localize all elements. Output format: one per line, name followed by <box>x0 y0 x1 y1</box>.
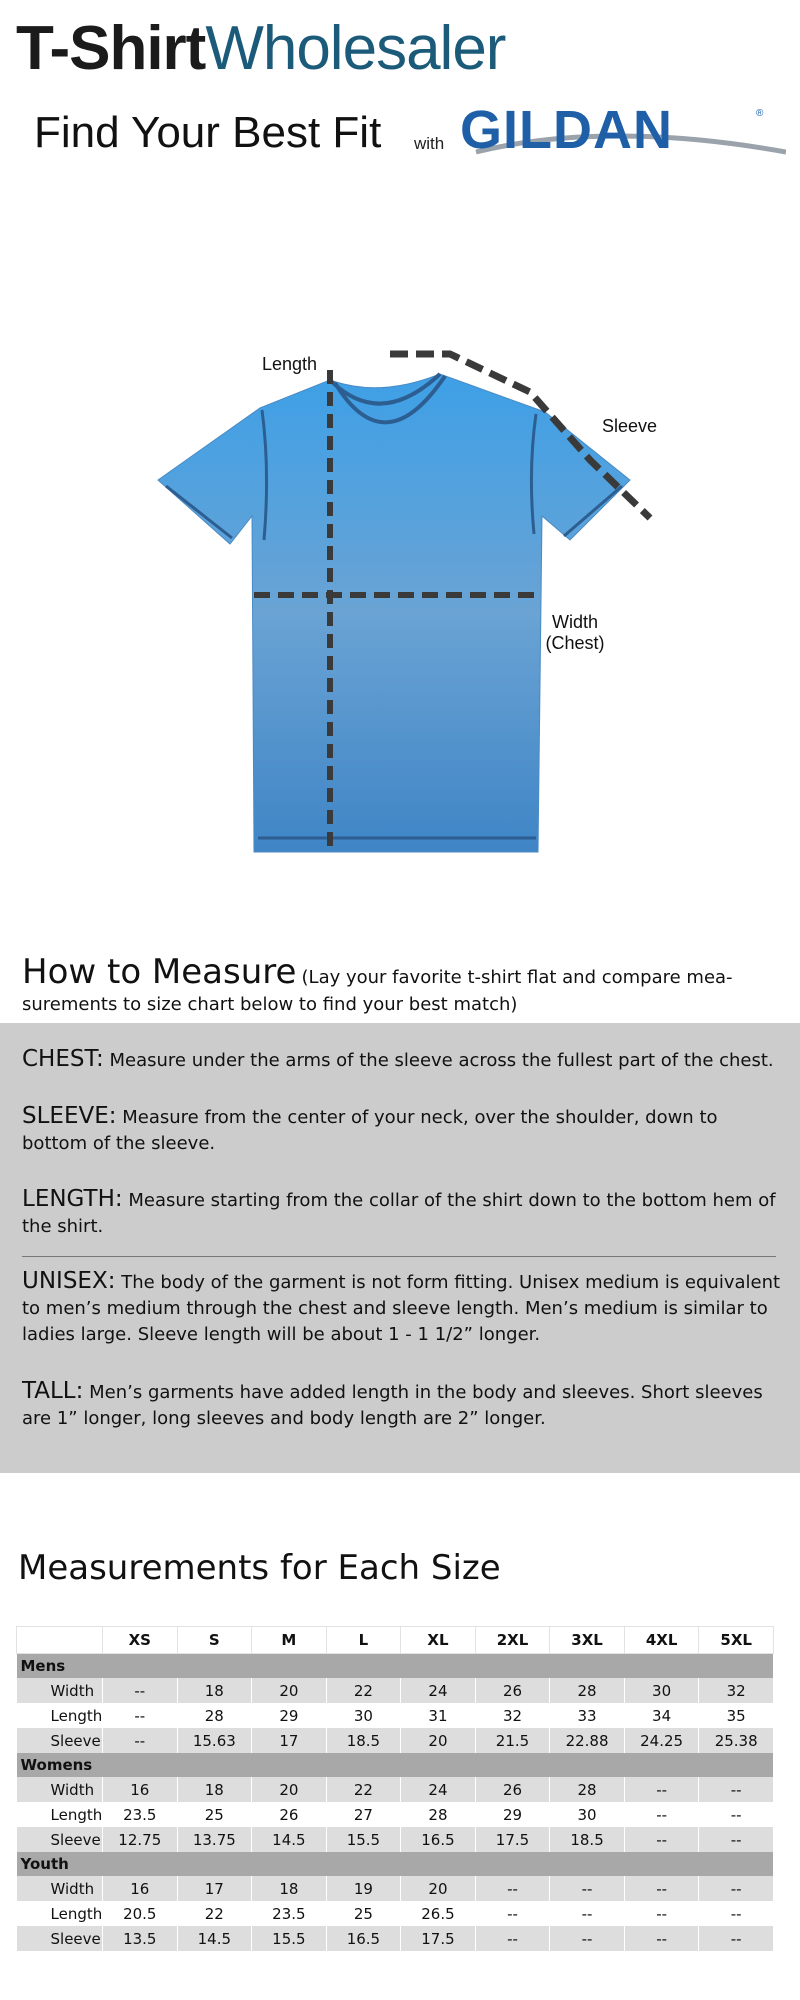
size-value-cell: 25 <box>326 1901 401 1926</box>
size-value-cell: 16 <box>103 1777 178 1802</box>
size-value-cell: 17 <box>177 1876 252 1901</box>
size-value-cell: 30 <box>624 1678 699 1703</box>
table-row <box>17 1728 774 1753</box>
size-header-corner <box>17 1627 103 1654</box>
size-group-label: Womens <box>17 1753 774 1777</box>
definition-term: CHEST: <box>22 1046 104 1072</box>
table-row <box>17 1678 774 1703</box>
size-chart-table <box>16 1626 774 1951</box>
gildan-wordmark: GILDAN <box>460 100 673 160</box>
definitions-divider <box>22 1256 776 1257</box>
size-header: 4XL <box>624 1627 699 1654</box>
size-value-cell: -- <box>475 1926 550 1951</box>
how-to-measure-title: How to Measure <box>22 952 297 992</box>
size-value-cell: -- <box>103 1728 178 1753</box>
size-header: S <box>177 1627 252 1654</box>
size-value-cell: 28 <box>177 1703 252 1728</box>
size-value-cell: 35 <box>699 1703 774 1728</box>
size-header: XS <box>103 1627 178 1654</box>
size-value-cell: 21.5 <box>475 1728 550 1753</box>
how-to-measure-heading <box>22 952 792 1018</box>
size-value-cell: 12.75 <box>103 1827 178 1852</box>
size-value-cell: -- <box>624 1827 699 1852</box>
row-label: Length <box>17 1703 103 1728</box>
width-label-line2: (Chest) <box>545 633 605 653</box>
length-label: Length <box>262 354 318 374</box>
logo-part-tshirt: T-Shirt <box>16 14 206 83</box>
gildan-logo <box>456 100 786 168</box>
size-value-cell: 18 <box>177 1678 252 1703</box>
row-label: Width <box>17 1678 103 1703</box>
gildan-registered-mark: ® <box>756 108 764 119</box>
row-label: Sleeve <box>17 1728 103 1753</box>
size-value-cell: 15.63 <box>177 1728 252 1753</box>
definition-chest <box>22 1046 782 1074</box>
table-row <box>17 1703 774 1728</box>
size-value-cell: 28 <box>550 1777 625 1802</box>
size-value-cell: 20 <box>252 1777 327 1802</box>
size-value-cell: 20 <box>401 1728 476 1753</box>
size-value-cell: 26 <box>475 1678 550 1703</box>
definition-text: Measure under the arms of the sleeve across the fullest part of the chest. <box>109 1050 774 1071</box>
how-to-measure-note: (Lay your favorite t-shirt flat and compare mea-surements to size chart below to find your best match) <box>22 967 733 1015</box>
size-value-cell: 30 <box>550 1802 625 1827</box>
size-header: XL <box>401 1627 476 1654</box>
definition-term: UNISEX: <box>22 1268 116 1294</box>
size-value-cell: 25.38 <box>699 1728 774 1753</box>
size-value-cell: 20 <box>401 1876 476 1901</box>
shirt-measure-diagram <box>140 330 660 870</box>
size-value-cell: -- <box>624 1926 699 1951</box>
size-value-cell: 30 <box>326 1703 401 1728</box>
definition-term: LENGTH: <box>22 1186 123 1212</box>
size-group-row <box>17 1654 774 1679</box>
row-label: Sleeve <box>17 1926 103 1951</box>
size-value-cell: 23.5 <box>252 1901 327 1926</box>
row-label: Length <box>17 1901 103 1926</box>
logo-part-wholesaler: Wholesaler <box>205 14 506 83</box>
size-value-cell: 18 <box>177 1777 252 1802</box>
size-value-cell: -- <box>475 1876 550 1901</box>
size-value-cell: 18 <box>252 1876 327 1901</box>
size-value-cell: 22.88 <box>550 1728 625 1753</box>
size-value-cell: 22 <box>177 1901 252 1926</box>
definition-text: The body of the garment is not form fitting. Unisex medium is equivalent to men’s medium through the chest and sleeve length. Men’s medium is similar to ladies large. Sleeve length will be about 1 - 1 1/2” longer. <box>22 1272 781 1345</box>
size-header: 3XL <box>550 1627 625 1654</box>
size-value-cell: -- <box>699 1827 774 1852</box>
table-row <box>17 1876 774 1901</box>
size-value-cell: 23.5 <box>103 1802 178 1827</box>
size-value-cell: 29 <box>475 1802 550 1827</box>
size-value-cell: -- <box>624 1901 699 1926</box>
fit-heading-row <box>34 100 794 170</box>
size-value-cell: -- <box>699 1926 774 1951</box>
size-value-cell: 28 <box>550 1678 625 1703</box>
size-value-cell: 31 <box>401 1703 476 1728</box>
size-value-cell: 25 <box>177 1802 252 1827</box>
size-value-cell: 24 <box>401 1678 476 1703</box>
size-value-cell: -- <box>699 1901 774 1926</box>
size-value-cell: 22 <box>326 1678 401 1703</box>
size-value-cell: 13.75 <box>177 1827 252 1852</box>
size-header-row <box>17 1627 774 1654</box>
table-row <box>17 1926 774 1951</box>
size-value-cell: 32 <box>475 1703 550 1728</box>
size-value-cell: -- <box>550 1901 625 1926</box>
size-value-cell: -- <box>550 1876 625 1901</box>
size-value-cell: 18.5 <box>550 1827 625 1852</box>
table-row <box>17 1802 774 1827</box>
size-value-cell: 29 <box>252 1703 327 1728</box>
size-value-cell: 13.5 <box>103 1926 178 1951</box>
site-logo <box>16 14 786 84</box>
size-header: M <box>252 1627 327 1654</box>
size-value-cell: -- <box>624 1802 699 1827</box>
size-value-cell: 17.5 <box>475 1827 550 1852</box>
size-value-cell: 20 <box>252 1678 327 1703</box>
definition-text: Measure from the center of your neck, over the shoulder, down to bottom of the sleeve. <box>22 1107 718 1154</box>
size-value-cell: -- <box>624 1876 699 1901</box>
size-value-cell: -- <box>699 1876 774 1901</box>
size-group-row <box>17 1852 774 1876</box>
measurements-title: Measurements for Each Size <box>18 1548 501 1588</box>
size-value-cell: 14.5 <box>252 1827 327 1852</box>
size-value-cell: 14.5 <box>177 1926 252 1951</box>
size-value-cell: 15.5 <box>252 1926 327 1951</box>
size-value-cell: -- <box>103 1703 178 1728</box>
size-header: 2XL <box>475 1627 550 1654</box>
definition-term: SLEEVE: <box>22 1103 117 1129</box>
table-row <box>17 1901 774 1926</box>
size-group-label: Mens <box>17 1654 774 1679</box>
size-value-cell: 19 <box>326 1876 401 1901</box>
size-value-cell: 22 <box>326 1777 401 1802</box>
size-value-cell: 33 <box>550 1703 625 1728</box>
size-value-cell: 28 <box>401 1802 476 1827</box>
size-value-cell: 32 <box>699 1678 774 1703</box>
size-value-cell: 27 <box>326 1802 401 1827</box>
definition-text: Measure starting from the collar of the shirt down to the bottom hem of the shirt. <box>22 1190 776 1237</box>
size-value-cell: -- <box>475 1901 550 1926</box>
size-value-cell: -- <box>624 1777 699 1802</box>
definition-text: Men’s garments have added length in the body and sleeves. Short sleeves are 1” longer, long sleeves and body length are 2” longer. <box>22 1382 763 1429</box>
size-header: 5XL <box>699 1627 774 1654</box>
row-label: Length <box>17 1802 103 1827</box>
table-row <box>17 1777 774 1802</box>
size-value-cell: 16.5 <box>326 1926 401 1951</box>
size-value-cell: 17 <box>252 1728 327 1753</box>
size-value-cell: -- <box>699 1802 774 1827</box>
size-value-cell: 16.5 <box>401 1827 476 1852</box>
definition-sleeve <box>22 1103 782 1157</box>
size-value-cell: 26 <box>475 1777 550 1802</box>
definition-tall <box>22 1378 782 1432</box>
width-label-line1: Width <box>551 612 598 632</box>
size-value-cell: 15.5 <box>326 1827 401 1852</box>
size-value-cell: 20.5 <box>103 1901 178 1926</box>
sleeve-label: Sleeve <box>602 416 658 436</box>
fit-heading: Find Your Best Fit <box>34 108 382 157</box>
size-value-cell: -- <box>550 1926 625 1951</box>
width-label <box>540 612 610 654</box>
table-row <box>17 1827 774 1852</box>
size-value-cell: -- <box>699 1777 774 1802</box>
with-text: with <box>414 134 445 153</box>
row-label: Width <box>17 1777 103 1802</box>
size-value-cell: 18.5 <box>326 1728 401 1753</box>
size-value-cell: 26 <box>252 1802 327 1827</box>
size-value-cell: 26.5 <box>401 1901 476 1926</box>
row-label: Sleeve <box>17 1827 103 1852</box>
definition-term: TALL: <box>22 1378 84 1404</box>
row-label: Width <box>17 1876 103 1901</box>
definition-unisex <box>22 1268 782 1348</box>
size-value-cell: -- <box>103 1678 178 1703</box>
size-group-row <box>17 1753 774 1777</box>
size-value-cell: 24 <box>401 1777 476 1802</box>
size-value-cell: 16 <box>103 1876 178 1901</box>
size-group-label: Youth <box>17 1852 774 1876</box>
size-value-cell: 34 <box>624 1703 699 1728</box>
definition-length <box>22 1186 782 1240</box>
size-value-cell: 24.25 <box>624 1728 699 1753</box>
size-header: L <box>326 1627 401 1654</box>
size-value-cell: 17.5 <box>401 1926 476 1951</box>
tshirt-illustration <box>140 330 660 870</box>
